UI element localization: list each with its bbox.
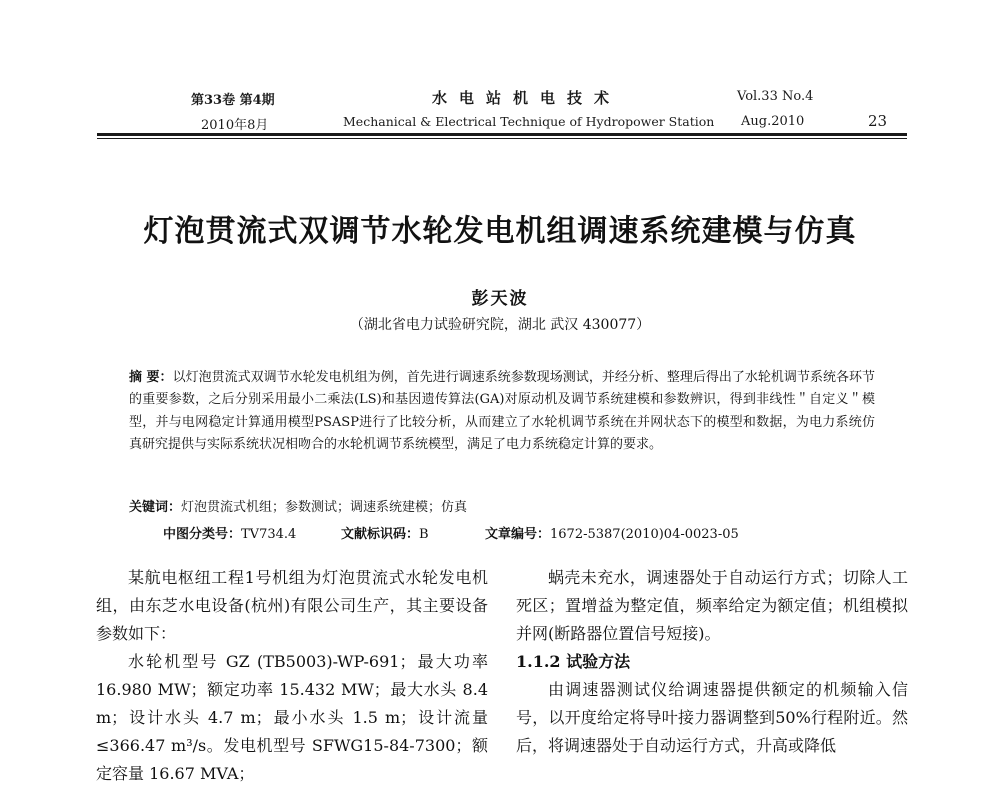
article-number-value: 1672-5387(2010)04-0023-05 <box>550 527 739 542</box>
publication-date-en: Aug.2010 <box>741 114 805 129</box>
header-rule-thin <box>97 138 907 139</box>
abstract-label: 摘 要： <box>129 370 173 385</box>
header-rule-thick <box>97 133 907 136</box>
document-code-value: B <box>419 527 429 542</box>
body-paragraph: 由调速器测试仪给调速器提供额定的机频输入信号，以开度给定将导叶接力器调整到50%行程附近。然后，将调速器处于自动运行方式，升高或降低 <box>516 680 908 755</box>
article-title: 灯泡贯流式双调节水轮发电机组调速系统建模与仿真 <box>143 214 857 249</box>
document-code <box>341 523 429 542</box>
keywords-text: 灯泡贯流式机组；参数测试；调速系统建模；仿真 <box>181 500 468 515</box>
article-author: 彭天波 <box>471 289 529 309</box>
body-column-right <box>516 564 908 760</box>
body-paragraph: 蜗壳未充水，调速器处于自动运行方式；切除人工死区；置增益为整定值，频率给定为额定值；机组模拟并网(断路器位置信号短接)。 <box>516 568 908 643</box>
journal-name-cn: 水电站机电技术 <box>432 89 622 107</box>
abstract-text: 以灯泡贯流式双调节水轮发电机组为例，首先进行调速系统参数现场测试，并经分析、整理后得出了水轮机调节系统各环节的重要参数，之后分别采用最小二乘法(LS)和基因遗传算法(GA)对原动机及调节系统建模和参数辨识，得到非线性＂自定义＂模型，并与电网稳定计算通用模型PSASP进行了比较分析，从而建立了水轮机调节系统在并网状态下的模型和数据，为电力系统仿真研究提供与实际系统状况相吻合的水轮机调节系统模型，满足了电力系统稳定计算的要求。 <box>129 370 875 453</box>
article-number <box>485 523 739 542</box>
article-number-label: 文章编号： <box>485 527 551 542</box>
document-code-label: 文献标识码： <box>341 527 420 542</box>
clc-label: 中图分类号： <box>163 527 242 542</box>
journal-name-en: Mechanical & Electrical Technique of Hydropower Station <box>343 114 715 129</box>
volume-issue-en: Vol.33 No.4 <box>737 89 814 104</box>
clc-number <box>163 523 296 542</box>
abstract <box>129 367 875 457</box>
clc-value: TV734.4 <box>241 527 297 542</box>
publication-date-cn: 2010年8月 <box>201 118 269 133</box>
section-heading: 1.1.2 试验方法 <box>516 652 631 671</box>
body-paragraph: 某航电枢纽工程1号机组为灯泡贯流式水轮发电机组，由东芝水电设备(杭州)有限公司生产，其主要设备参数如下： <box>96 568 488 643</box>
volume-issue-cn: 第33卷 第4期 <box>191 93 275 108</box>
keywords <box>129 496 467 515</box>
author-affiliation: （湖北省电力试验研究院，湖北 武汉 430077） <box>349 317 651 333</box>
body-column-left <box>96 564 488 788</box>
body-paragraph: 水轮机型号 GZ (TB5003)-WP-691；最大功率16.980 MW；额定功率 15.432 MW；最大水头 8.4 m；设计水头 4.7 m；最小水头 1.5 m；设计流量≤366.47 m³/s。发电机型号 SFWG15-84-7300；额定容量 16.67 MVA； <box>96 652 488 783</box>
keywords-label: 关键词： <box>129 500 182 515</box>
page-number: 23 <box>868 112 888 130</box>
